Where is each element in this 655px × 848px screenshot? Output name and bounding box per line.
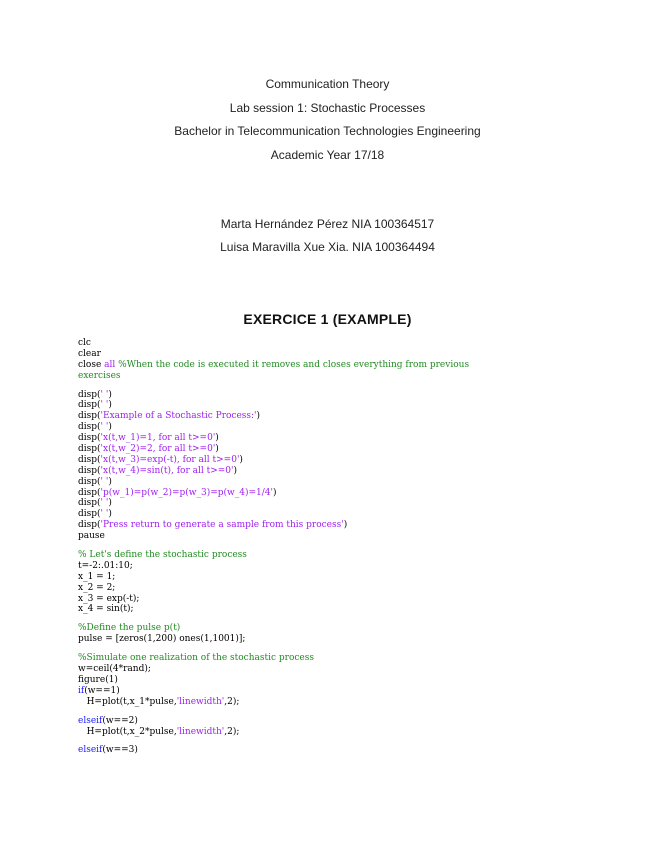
code-token: t=-2:.01:10; (78, 560, 133, 571)
code-token: ) (108, 400, 112, 411)
authors-block (0, 217, 655, 263)
code-line (78, 498, 578, 509)
code-line (78, 466, 578, 477)
author-1: Marta Hernández Pérez NIA 100364517 (220, 217, 435, 231)
code-token: all (104, 359, 116, 370)
code-token: figure(1) (78, 674, 118, 685)
code-token: %Define the pulse p(t) (78, 623, 181, 634)
code-token: ) (256, 411, 261, 422)
code-token: 'p(w_1)=p(w_2)=p(w_3)=p(w_4)=1/4' (100, 487, 273, 498)
code-line (78, 400, 578, 411)
code-token: w=ceil(4*rand); (78, 664, 151, 675)
code-token: x_2 = 2; (78, 582, 116, 593)
section-heading: EXERCICE 1 (EXAMPLE) (243, 311, 412, 327)
code-line (78, 411, 578, 422)
code-line (78, 531, 578, 542)
code-token: x_3 = exp(-t); (78, 593, 140, 604)
code-line (78, 444, 578, 455)
code-spacer (78, 708, 578, 716)
code-token: elseif (78, 715, 103, 726)
code-line (78, 488, 578, 499)
code-line (78, 675, 578, 686)
code-token: ' ' (100, 498, 109, 509)
code-token: if (78, 685, 85, 696)
code-token: 'x(t,w_1)=1, for all t>=0' (100, 433, 216, 444)
code-line (78, 634, 578, 645)
code-token: ) (108, 509, 112, 520)
code-token: %When the code is executed it removes and closes everything from previous (115, 359, 470, 370)
code-token: disp( (78, 433, 101, 444)
code-token: ,2); (224, 726, 240, 737)
code-line (78, 745, 578, 756)
code-token: ) (108, 389, 112, 400)
code-token: 'linewidth' (176, 696, 225, 707)
code-token: ' ' (100, 422, 109, 433)
code-line (78, 727, 578, 738)
code-line (78, 561, 578, 572)
code-token: (w==1) (84, 685, 120, 696)
code-token: disp( (78, 509, 101, 520)
code-token: 'Example of a Stochastic Process:' (100, 411, 257, 422)
code-token: ' ' (100, 400, 109, 411)
code-token: ) (108, 498, 112, 509)
code-token: ' ' (100, 509, 109, 520)
code-line (78, 509, 578, 520)
code-token: disp( (78, 389, 101, 400)
code-spacer (78, 645, 578, 653)
code-token: disp( (78, 422, 101, 433)
code-token: disp( (78, 520, 101, 531)
code-line (78, 455, 578, 466)
code-line (78, 371, 578, 382)
academic-year: Academic Year 17/18 (270, 147, 385, 162)
code-token: disp( (78, 487, 101, 498)
code-token: clc (78, 338, 91, 348)
code-token: (w==2) (102, 715, 138, 726)
code-token: exercises (78, 370, 121, 381)
code-token: pulse = [zeros(1,200) ones(1,1001)]; (78, 634, 246, 645)
code-token: pause (78, 531, 105, 542)
degree-title: Bachelor in Telecommunication Technologies Engineering (174, 124, 481, 138)
code-token: disp( (78, 465, 101, 476)
code-token: % Let's define the stochastic process (78, 550, 247, 561)
code-token: 'x(t,w_4)=sin(t), for all t>=0' (100, 465, 234, 476)
code-spacer (78, 382, 578, 390)
code-line (78, 550, 578, 561)
code-token: x_4 = sin(t); (78, 604, 134, 615)
code-token: clear (78, 348, 101, 359)
code-token: ) (233, 465, 238, 476)
code-token: ) (108, 422, 112, 433)
lab-title: Lab session 1: Stochastic Processes (229, 100, 426, 115)
code-line (78, 349, 578, 360)
code-token: ) (215, 444, 219, 455)
code-token: disp( (78, 444, 101, 455)
code-token: disp( (78, 498, 101, 509)
code-line (78, 664, 578, 675)
code-line (78, 716, 578, 727)
code-line (78, 338, 578, 349)
code-line (78, 583, 578, 594)
code-line (78, 653, 578, 664)
code-token: ) (239, 454, 243, 465)
code-line (78, 686, 578, 697)
code-line (78, 623, 578, 634)
code-token: 'Press return to generate a sample from this process' (100, 520, 344, 531)
title-block (0, 77, 655, 171)
code-token: disp( (78, 400, 101, 411)
code-token: ) (108, 476, 112, 487)
code-line (78, 520, 578, 531)
code-token: x_1 = 1; (78, 571, 116, 582)
code-token: ,2); (224, 696, 240, 707)
code-token: disp( (78, 454, 101, 465)
code-token: 'x(t,w_3)=exp(-t), for all t>=0' (100, 454, 240, 465)
code-token: H=plot(t,x_2*pulse, (78, 726, 177, 737)
code-listing (78, 338, 578, 756)
code-spacer (78, 542, 578, 550)
code-line (78, 594, 578, 605)
code-token: ) (343, 520, 348, 531)
code-line (78, 422, 578, 433)
code-token: disp( (78, 476, 101, 487)
code-token: 'x(t,w_2)=2, for all t>=0' (100, 444, 216, 455)
code-token: elseif (78, 745, 103, 756)
code-line (78, 390, 578, 401)
code-line (78, 604, 578, 615)
code-line (78, 697, 578, 708)
code-line (78, 360, 578, 371)
code-token: ) (215, 433, 219, 444)
code-token: (w==3) (102, 745, 138, 756)
code-spacer (78, 737, 578, 745)
code-token: ) (272, 487, 277, 498)
code-token: H=plot(t,x_1*pulse, (78, 696, 177, 707)
code-token: disp( (78, 411, 101, 422)
author-2: Luisa Maravilla Xue Xia. NIA 100364494 (220, 240, 435, 254)
course-title: Communication Theory (265, 77, 390, 91)
code-line (78, 572, 578, 583)
code-token: ' ' (100, 389, 109, 400)
code-line (78, 477, 578, 488)
code-token: close (78, 359, 105, 370)
code-token: %Simulate one realization of the stochastic process (78, 653, 314, 664)
code-token: ' ' (100, 476, 109, 487)
code-token: 'linewidth' (176, 726, 225, 737)
code-line (78, 433, 578, 444)
